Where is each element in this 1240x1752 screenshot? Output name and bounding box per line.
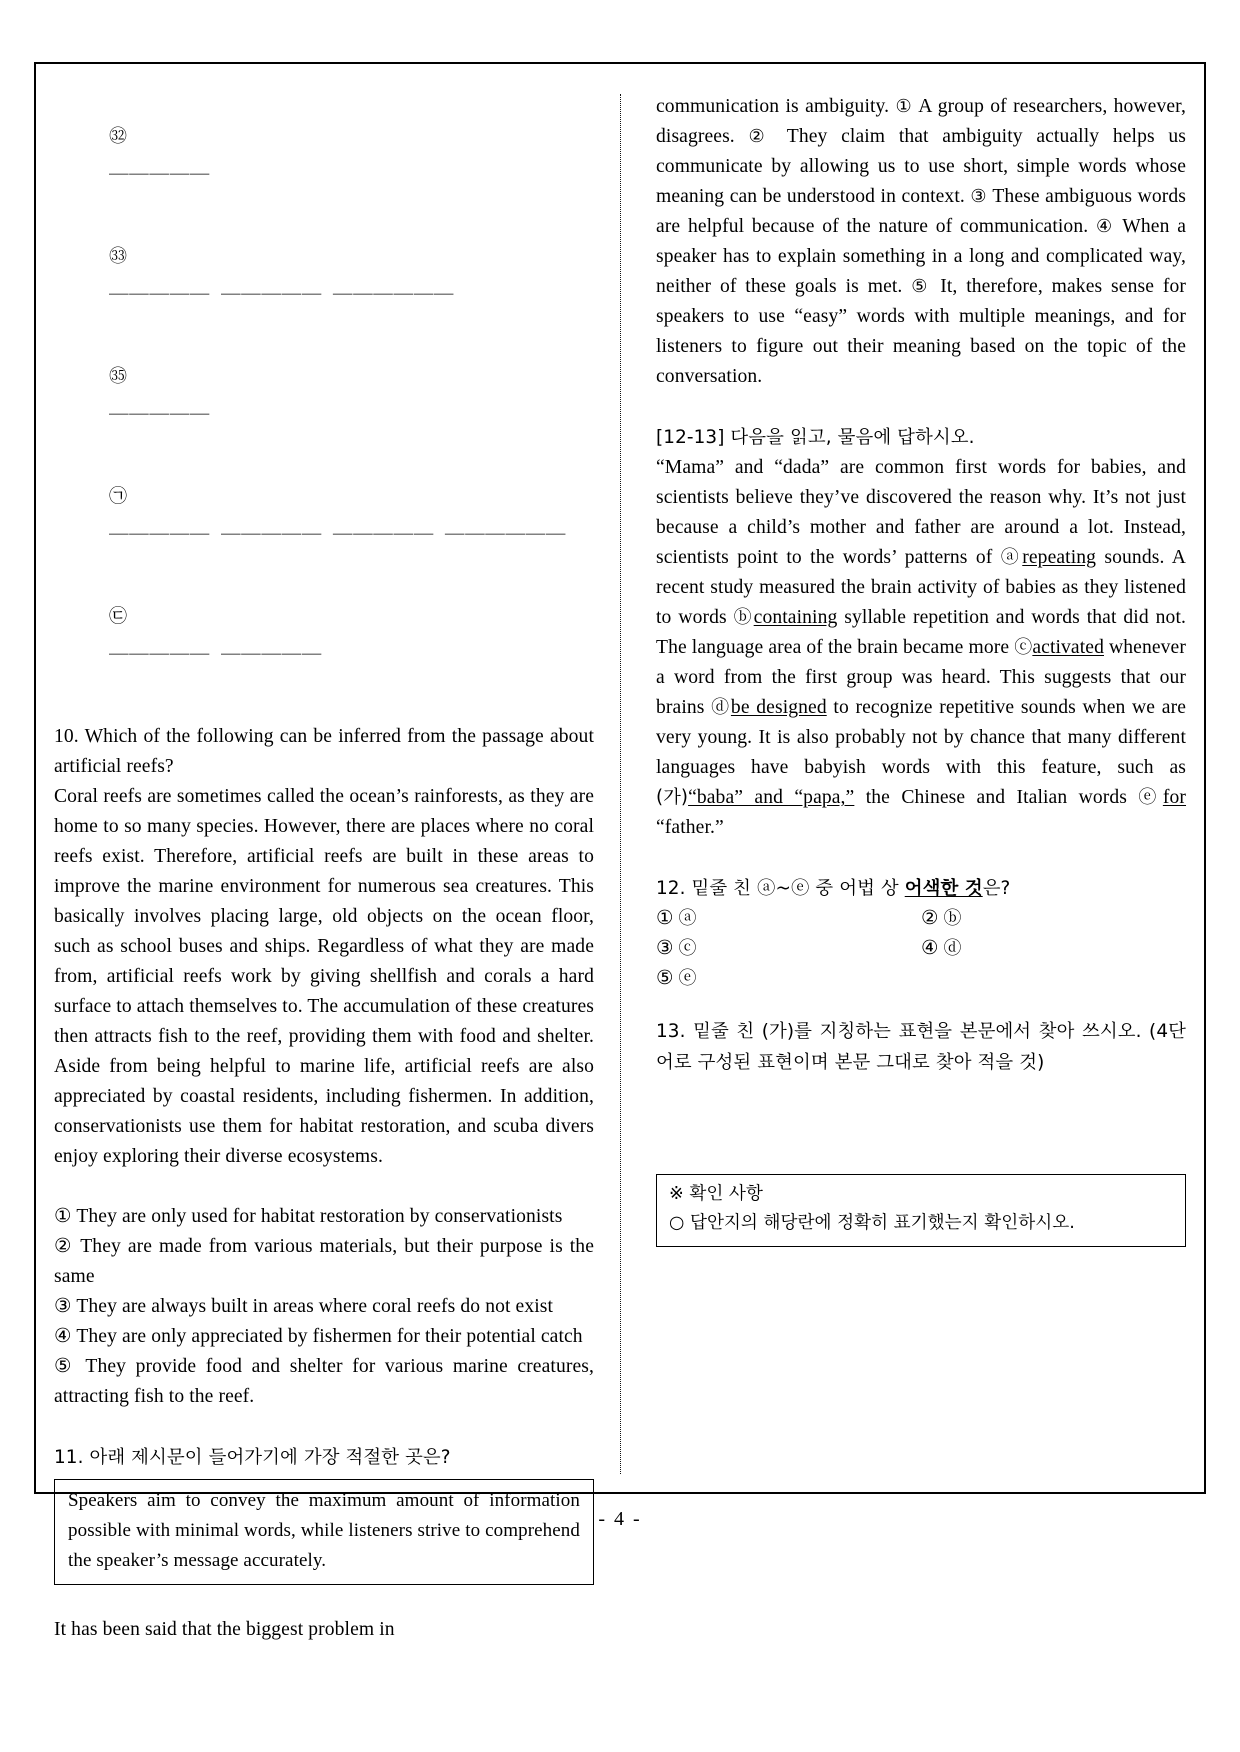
choice-marker: ⑤ (656, 968, 674, 989)
question-10-prompt: 10. Which of the following can be inferred from the passage about artificial reefs? (54, 726, 594, 777)
passage-segment: These ambiguous words are helpful because of the nature of communication. (656, 186, 1186, 237)
choice-marker: ④ (921, 938, 939, 959)
fill-in-line (54, 92, 594, 212)
passage-segment: the Chinese and Italian words (854, 787, 1139, 808)
underlined-e: for (1162, 787, 1187, 808)
passage-segment: “father.” (656, 817, 724, 838)
choice-4[interactable] (921, 934, 1186, 964)
question-12-prompt-post: 은? (982, 878, 1011, 899)
spacer (54, 1172, 594, 1202)
spacer (656, 392, 1186, 422)
underline-marker-d: ⓓ (711, 697, 731, 718)
insert-marker-2[interactable]: ② (748, 126, 774, 147)
choice-letter: ⓐ (678, 908, 697, 929)
passage-12-13 (656, 453, 1186, 843)
notice-title: ※ 확인 사항 (669, 1184, 763, 1204)
question-11-box-text: Speakers aim to convey the maximum amount of information possible with minimal words, while listeners strive to comprehend the speaker’s message accurately. (68, 1490, 580, 1571)
choice-marker: ③ (656, 938, 674, 959)
choice-5[interactable] (54, 1352, 594, 1412)
choice-text: They provide food and shelter for various marine creatures, attracting fish to the reef. (54, 1356, 594, 1407)
passage-segment: A group of researchers, however, disagrees. (656, 96, 1186, 147)
question-10-passage: Coral reefs are sometimes called the ocean’s rainforests, as they are home to so many species. However, there are places where no coral reefs exist. Therefore, artificial reefs are built in these areas to improve the marine environment for numerous sea creatures. This basically involves placing large, old objects on the ocean floor, such as school buses and ships. Regardless of what they are made from, artificial reefs work by giving shellfish and corals a hard surface to attach themselves to. The accumulation of these creatures then attracts fish to the reef, providing them with food and shelter. Aside from being helpful to marine life, artificial reefs are also appreciated by coastal residents, including fishermen. In addition, conservationists use them for habitat restoration, and scuba divers enjoy exploring their diverse ecosystems. (54, 786, 594, 1167)
fill-in-blank-list (54, 92, 594, 692)
choice-5[interactable] (656, 964, 921, 994)
choice-3[interactable] (54, 1292, 594, 1322)
left-column (54, 92, 620, 1640)
choice-text: They are only appreciated by fishermen for their potential catch (76, 1326, 583, 1347)
choice-row (656, 904, 1186, 934)
spacer (656, 843, 1186, 873)
question-13-prompt: 13. 밑줄 친 (가)를 지칭하는 표현을 본문에서 찾아 쓰시오. (4단어로 구성된 표현이며 본문 그대로 찾아 적을 것) (656, 1021, 1186, 1073)
choice-marker: ② (921, 908, 939, 929)
fill-in-marker: ㉠ (108, 486, 128, 507)
underline-marker-c: ⓒ (1014, 637, 1033, 658)
question-11-passage-continued (656, 92, 1186, 392)
question-10-choices (54, 1202, 594, 1412)
fill-in-dashes: ＿＿＿＿＿ ＿＿＿＿＿ ＿＿＿＿＿ ＿＿＿＿＿＿ (108, 516, 567, 537)
underline-marker-b: ⓑ (733, 607, 754, 628)
choice-marker: ④ (54, 1326, 72, 1347)
passage-segment: “Mama” and “dada” are common first words for babies, and scientists believe they’ve discovered the reason why. It’s not just because a child’s mother and father are around a lot. Instead, scientists point to the words’ patterns of (656, 457, 1186, 568)
ga-marker: (가) (656, 787, 689, 808)
notice-item: ○ 답안지의 해당란에 정확히 표기했는지 확인하시오. (669, 1213, 1075, 1233)
fill-in-dashes: ＿＿＿＿＿ ＿＿＿＿＿ (108, 636, 322, 657)
choice-letter: ⓓ (943, 938, 962, 959)
choice-2[interactable] (921, 904, 1186, 934)
insert-marker-5[interactable]: ⑤ (911, 276, 932, 297)
fill-in-dashes: ＿＿＿＿＿ ＿＿＿＿＿ ＿＿＿＿＿＿ (108, 276, 455, 297)
choice-marker: ③ (54, 1296, 72, 1317)
underlined-b: containing (753, 607, 838, 628)
choice-letter: ⓒ (678, 938, 697, 959)
spacer (54, 692, 594, 722)
fill-in-marker: ㉜ (108, 126, 128, 147)
choice-2[interactable] (54, 1232, 594, 1292)
fill-in-line (54, 212, 594, 332)
choice-text: They are always built in areas where coral reefs do not exist (76, 1296, 554, 1317)
underline-marker-e: ⓔ (1138, 787, 1163, 808)
two-column-layout (36, 64, 1204, 1640)
fill-in-marker: ㉝ (108, 246, 128, 267)
question-11-insert-box (54, 1479, 594, 1585)
question-11-passage-start: It has been said that the biggest problem in (54, 1619, 395, 1640)
passage-segment: communication is ambiguity. (656, 96, 896, 117)
choice-1[interactable] (54, 1202, 594, 1232)
choice-marker: ② (54, 1236, 74, 1257)
choice-empty (921, 964, 1186, 994)
choice-marker: ① (656, 908, 674, 929)
spacer (656, 994, 1186, 1016)
fill-in-marker: ㉢ (108, 606, 128, 627)
choice-text: They are only used for habitat restoration by conservationists (76, 1206, 563, 1227)
passage-segment: whenever a word from the first group was heard. This suggests that our brains (656, 637, 1186, 718)
insert-marker-3[interactable]: ③ (970, 186, 988, 207)
question-12-prompt (656, 873, 1186, 904)
choice-text: They are made from various materials, but their purpose is the same (54, 1236, 594, 1287)
choice-marker: ① (54, 1206, 72, 1227)
passage-segment: syllable repetition and words that did not. The language area of the brain became more (656, 607, 1186, 658)
choice-letter: ⓔ (678, 968, 697, 989)
question-11-prompt: 11. 아래 제시문이 들어가기에 가장 적절한 곳은? (54, 1447, 451, 1468)
choice-letter: ⓑ (943, 908, 962, 929)
fill-in-dashes: ＿＿＿＿＿ (108, 396, 210, 417)
page-number: - 4 - (598, 1508, 642, 1530)
exam-page-frame (34, 62, 1206, 1640)
insert-marker-1[interactable]: ① (895, 96, 914, 117)
choice-3[interactable] (656, 934, 921, 964)
notice-box (656, 1174, 1186, 1247)
question-12-prompt-pre: 12. 밑줄 친 ⓐ~ⓔ 중 어법 상 (656, 878, 905, 899)
fill-in-line (54, 332, 594, 452)
spacer (656, 1078, 1186, 1174)
underlined-d: be designed (730, 697, 827, 718)
passage-segment: When a speaker has to explain something in a long and complicated way, neither of these goals is met. (656, 216, 1186, 297)
choice-1[interactable] (656, 904, 921, 934)
spacer (54, 1412, 594, 1442)
passage-segment: to recognize repetitive sounds when we are very young. It is also probably not by chance that many different languages have babyish words with this feature, such as (656, 697, 1186, 778)
underlined-a: repeating (1022, 547, 1097, 568)
fill-in-dashes: ＿＿＿＿＿ (108, 156, 210, 177)
passage-segment: It, therefore, makes sense for speakers to use “easy” words with multiple meanings, and for listeners to figure out their meaning based on the topic of the conversation. (656, 276, 1186, 387)
passage-segment: sounds. A recent study measured the brain activity of babies as they listened to words (656, 547, 1186, 628)
question-12-prompt-emphasis: 어색한 것 (904, 878, 983, 899)
underlined-ga: “baba” and “papa,” (688, 787, 855, 808)
underline-marker-a: ⓐ (1000, 547, 1023, 568)
underlined-c: activated (1032, 637, 1104, 658)
choice-4[interactable] (54, 1322, 594, 1352)
passage-segment: They claim that ambiguity actually helps us communicate by allowing us to use short, simple words whose meaning can be understood in context. (656, 126, 1186, 207)
spacer (54, 1585, 594, 1615)
choice-row (656, 964, 1186, 994)
insert-marker-4[interactable]: ④ (1095, 216, 1115, 237)
fill-in-marker: ㉟ (108, 366, 128, 387)
question-12-choices (656, 904, 1186, 994)
fill-in-line (54, 572, 594, 692)
fill-in-line (54, 452, 594, 572)
right-column (620, 92, 1186, 1478)
choice-row (656, 934, 1186, 964)
choice-marker: ⑤ (54, 1356, 77, 1377)
instruction-12-13: [12-13] 다음을 읽고, 물음에 답하시오. (656, 427, 975, 448)
